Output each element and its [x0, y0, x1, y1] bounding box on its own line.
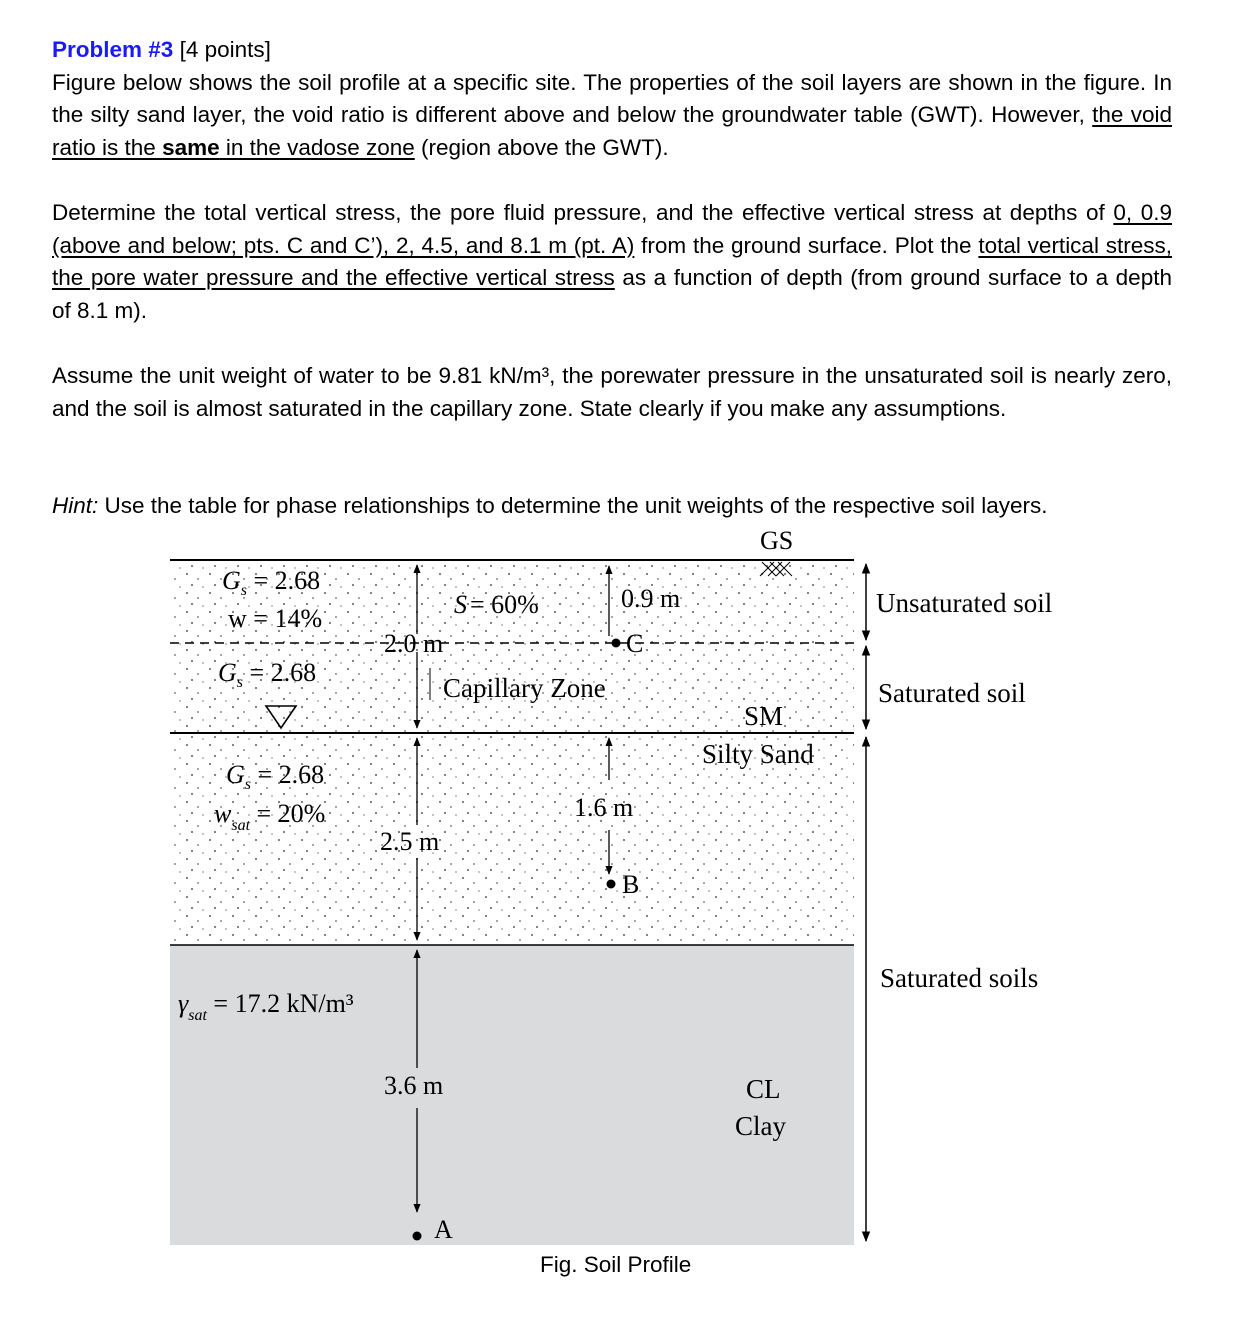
- task-paragraph: Determine the total vertical stress, the pore fluid pressure, and the effective vertical stress at depths of 0, 0.9 (above and below; pts. C and C’), 2, 4.5, and 8.1 m (pt. A) from the ground surface. Plot the total vertical stress, the pore water pressure and the effective vertical stress as a function of depth (from ground surface to a depth of 8.1 m).: [52, 200, 1173, 323]
- unsaturated-soil-label: Unsaturated soil: [876, 588, 1053, 618]
- dim-2m-label: 2.0 m: [384, 629, 444, 658]
- capillary-zone-label: Capillary Zone: [443, 673, 606, 703]
- dim-25m-label: 2.5 m: [380, 827, 440, 856]
- silty-sand-label: Silty Sand: [702, 739, 814, 769]
- intro-text: Figure below shows the soil profile at a specific site. The properties of the soil layers are shown in the figure. In the silty sand layer, the void ratio is different above and below the groundwater table (GWT). However,: [52, 69, 1172, 127]
- layer1-water-content: w = 14%: [228, 604, 323, 633]
- task-depths: 0, 0.9 (above and below; pts. C and C’), 2, 4.5, and 8.1 m (pt. A): [52, 200, 1172, 258]
- task-plot-items: total vertical stress, the pore water pressure and the effective vertical stress: [52, 232, 1173, 290]
- point-b-label: B: [622, 870, 640, 899]
- dim-09m-label: 0.9 m: [621, 584, 681, 613]
- saturated-soil-label: Saturated soil: [878, 678, 1026, 708]
- hint-line: [52, 490, 1172, 523]
- layer2-gs: $G_s = 2.68$: [218, 658, 317, 691]
- point-b-marker: [607, 880, 616, 889]
- saturation-label: S: [454, 590, 467, 619]
- dim-16m-label: 1.6 m: [574, 793, 634, 822]
- problem-points: [4 points]: [179, 37, 271, 62]
- layer3-gs: $G_s = 2.68$: [226, 760, 325, 793]
- gs-label: GS: [760, 526, 794, 555]
- problem-intro: [52, 34, 1172, 164]
- intro-bold-same: same: [162, 134, 220, 160]
- intro-end: (region above the GWT).: [414, 134, 669, 160]
- clay-unit-weight: $\gamma_{sat} = 17.2$ kN/m³: [178, 989, 354, 1024]
- sm-label: SM: [744, 701, 784, 731]
- saturated-soils-label: Saturated soils: [880, 963, 1039, 993]
- hint-label: Hint:: [52, 493, 99, 518]
- cl-label: CL: [746, 1074, 781, 1104]
- point-a-marker: [413, 1232, 422, 1241]
- figure-caption: Fig. Soil Profile: [540, 1252, 692, 1277]
- point-c-label: C: [626, 629, 644, 658]
- hint-text: Use the table for phase relationships to determine the unit weights of the respective soil layers.: [98, 493, 1048, 518]
- clay-label: Clay: [735, 1111, 786, 1141]
- point-c-marker: [612, 639, 621, 648]
- layer1-gs: $G_s = 2.68$: [222, 566, 321, 599]
- point-a-label: A: [434, 1215, 453, 1244]
- saturation-value: = 60%: [470, 590, 539, 619]
- soil-profile-figure: [0, 520, 1234, 1260]
- layer3-wsat: $w_{sat} = 20\%$: [214, 799, 326, 834]
- problem-title: Problem #3: [52, 37, 174, 62]
- intro-underlined-1: the void ratio is the same in the vadose zone: [52, 102, 1172, 160]
- assumption-paragraph: Assume the unit weight of water to be 9.81 kN/m³, the porewater pressure in the unsaturated soil is nearly zero, and the soil is almost saturated in the capillary zone. State clearly if you make any assumptions.: [52, 363, 1172, 421]
- dim-36m-label: 3.6 m: [384, 1071, 444, 1100]
